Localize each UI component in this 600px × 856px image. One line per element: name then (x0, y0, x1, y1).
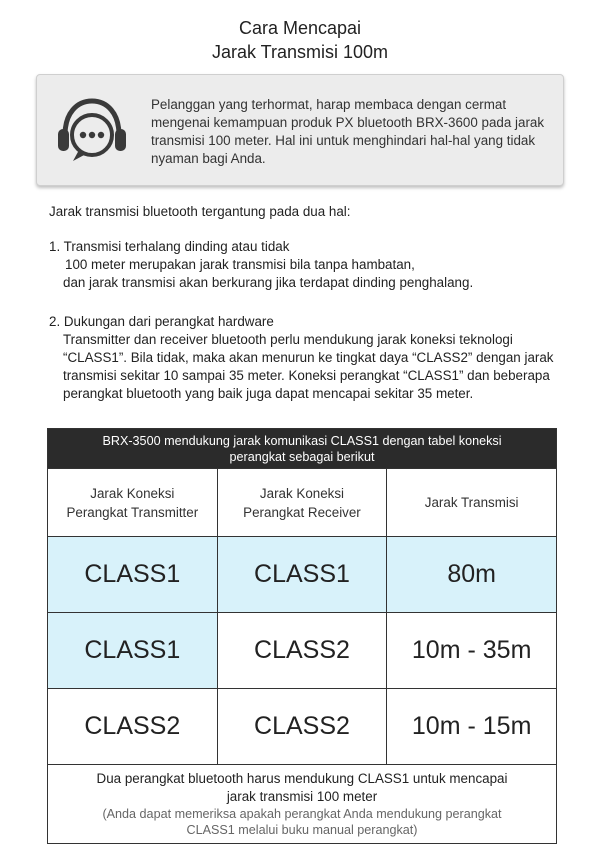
page-title (0, 16, 600, 64)
table-cell: CLASS2 (48, 689, 218, 765)
point-1-line-2: dan jarak transmisi akan berkurang jika terdapat dinding penghalang. (63, 275, 474, 290)
intro-text: Jarak transmisi bluetooth tergantung pada dua hal: (49, 204, 351, 219)
table-footer-row (48, 765, 557, 844)
table-caption-row (48, 429, 557, 469)
column-header-line: Perangkat Transmitter (66, 504, 199, 520)
footer-line-1: Dua perangkat bluetooth harus mendukung CLASS1 untuk mencapai (96, 771, 508, 786)
table-row (48, 613, 557, 689)
column-header-receiver (217, 469, 387, 537)
table-cell: CLASS2 (217, 689, 387, 765)
headset-chat-icon (55, 95, 129, 167)
column-header-line: Jarak Koneksi (90, 485, 175, 501)
table-caption (48, 429, 557, 469)
column-header-line: Perangkat Receiver (243, 504, 361, 520)
column-header-distance (387, 469, 557, 537)
connection-table (47, 428, 557, 844)
table-cell: 10m - 35m (387, 613, 557, 689)
point-1 (49, 238, 569, 292)
table-cell: 10m - 15m (387, 689, 557, 765)
table-cell: 80m (387, 537, 557, 613)
title-line-1: Cara Mencapai (238, 18, 362, 38)
table-footer (48, 765, 557, 844)
footer-note-line-1: (Anda dapat memeriksa apakah perangkat Anda mendukung perangkat (102, 807, 502, 821)
table-cell: CLASS1 (217, 537, 387, 613)
table-cell: CLASS1 (48, 613, 218, 689)
table-caption-line-2: perangkat sebagai berikut (229, 449, 375, 464)
point-1-line-1: 100 meter merupakan jarak transmisi bila tanpa hambatan, (65, 257, 415, 272)
table-caption-line-1: BRX-3500 mendukung jarak komunikasi CLASS1 dengan tabel koneksi (102, 433, 502, 448)
point-1-heading: 1. Transmisi terhalang dinding atau tidak (49, 239, 290, 254)
table-row (48, 537, 557, 613)
point-2 (49, 313, 569, 403)
title-line-2: Jarak Transmisi 100m (211, 42, 389, 62)
footer-note-line-2: CLASS1 melalui buku manual perangkat) (186, 823, 418, 837)
table-cell: CLASS1 (48, 537, 218, 613)
notice-text: Pelanggan yang terhormat, harap membaca dengan cermat mengenai kemampuan produk PX bluetooth BRX-3600 pada jarak transmisi 100 meter. Hal ini untuk menghindari hal-hal yang tidak nyaman bagi Anda. (151, 97, 545, 166)
notice-box (36, 74, 564, 186)
point-2-body: Transmitter dan receiver bluetooth perlu mendukung jarak koneksi teknologi “CLASS1”. Bila tidak, maka akan menurun ke tingkat daya “CLASS2” dengan jarak transmisi sekitar 10 sampai 35 meter. Koneksi perangkat “CLASS1” dan beberapa perangkat bluetooth yang baik juga dapat mencapai sekitar 35 meter. (63, 332, 554, 401)
column-header-transmitter (48, 469, 218, 537)
footer-line-2: jarak transmisi 100 meter (226, 789, 378, 804)
point-2-heading: 2. Dukungan dari perangkat hardware (49, 314, 274, 329)
column-header-line: Jarak Koneksi (259, 485, 345, 501)
table-header-row (48, 469, 557, 537)
table-row (48, 689, 557, 765)
column-header-line: Jarak Transmisi (424, 495, 519, 510)
table-cell: CLASS2 (217, 613, 387, 689)
